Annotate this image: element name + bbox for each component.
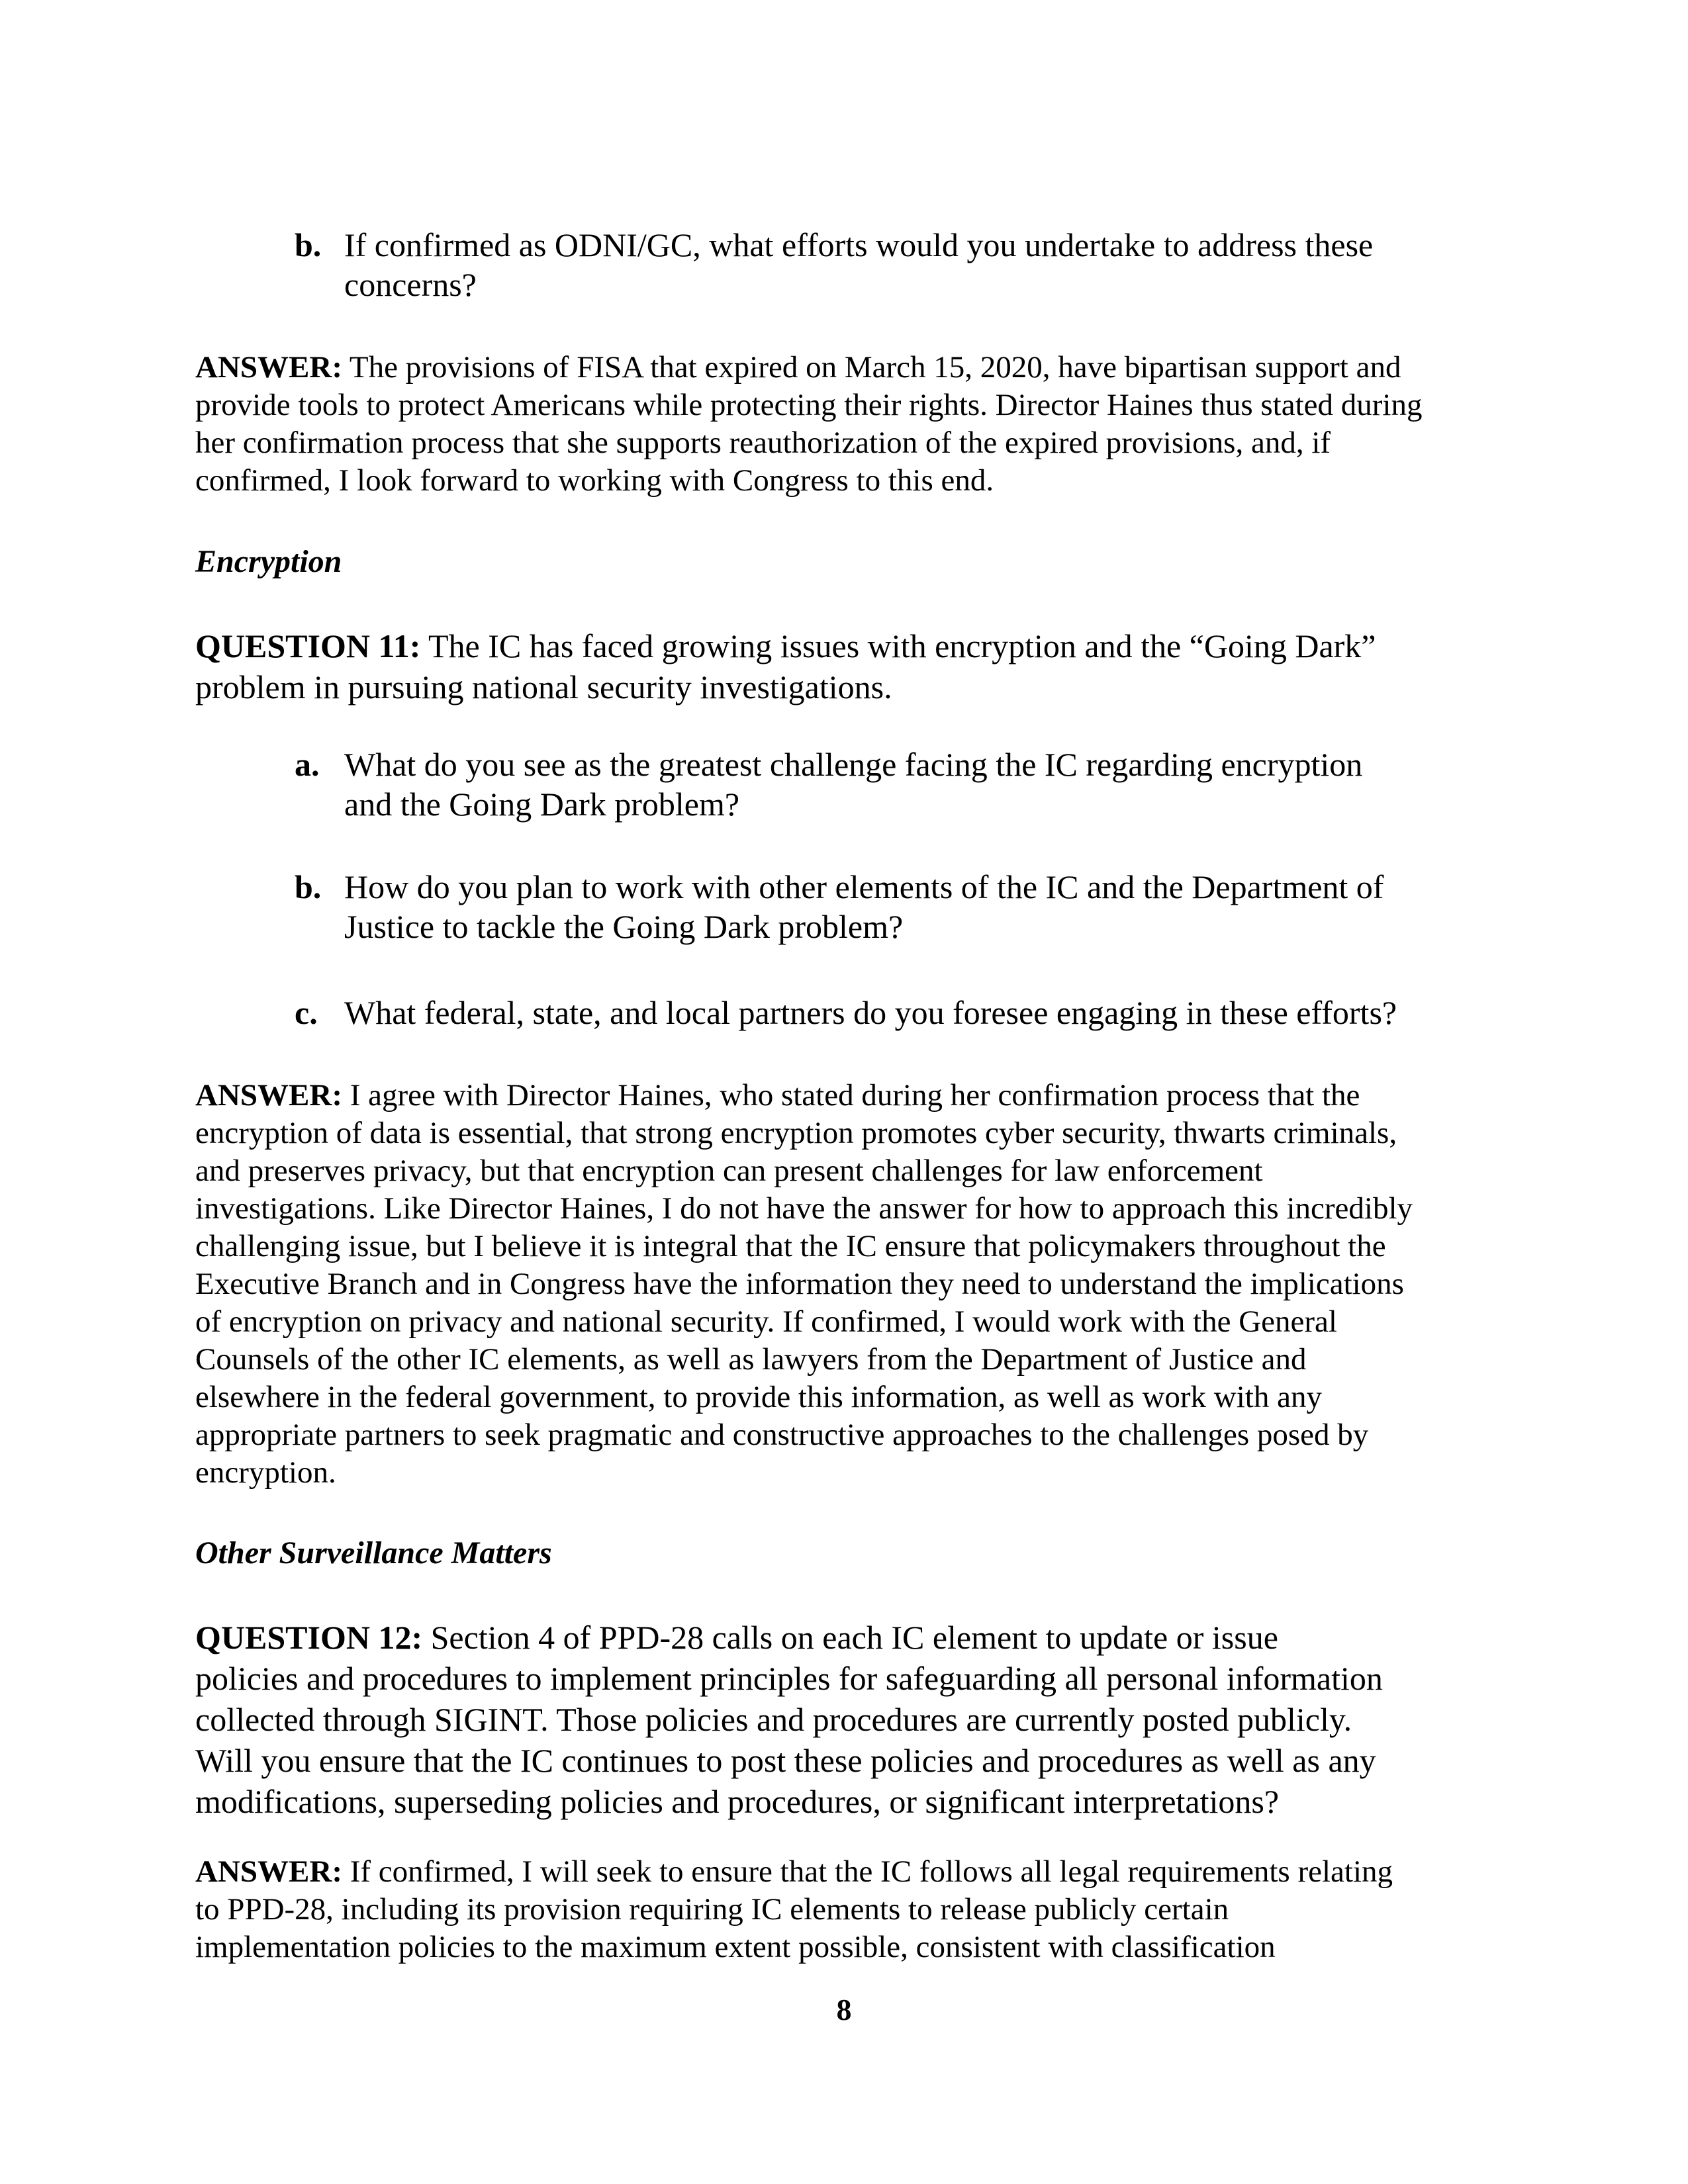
section-heading-other-surveillance: Other Surveillance Matters [195,1535,552,1570]
question-11-item-c [295,993,1506,1032]
section-heading-encryption: Encryption [195,544,342,579]
answer-text: I agree with Director Haines, who stated during her confirmation process that the [342,1078,1360,1113]
answer-line [195,1853,1506,1891]
question-line: collected through SIGINT. Those policies and procedures are currently posted publicly. [195,1701,1352,1738]
question-line: Will you ensure that the IC continues to post these policies and procedures as well as any [195,1742,1376,1779]
question-line: modifications, superseding policies and procedures, or significant interpretations? [195,1783,1280,1820]
item-line: How do you plan to work with other elements of the IC and the Department of [344,868,1384,905]
answer-line: encryption of data is essential, that strong encryption promotes cyber security, thwarts criminals, [195,1116,1397,1150]
item-label: b. [295,226,322,263]
item-line: Justice to tackle the Going Dark problem? [344,908,904,945]
question-11 [195,625,1493,707]
question-11-item-a [295,745,1506,824]
question-line [195,625,1493,666]
answer-10 [195,349,1506,500]
question-line [195,1617,1493,1658]
question-11-item-b [295,867,1506,946]
answer-line [195,1077,1506,1115]
answer-line: investigations. Like Director Haines, I do not have the answer for how to approach this incredibly [195,1191,1413,1226]
answer-lead: ANSWER: [195,1854,342,1889]
item-text [344,993,1506,1032]
answer-line: Executive Branch and in Congress have the information they need to understand the implications [195,1267,1404,1301]
item-text [344,225,1506,304]
question-10-item-b [295,225,1506,304]
item-label: b. [295,868,322,905]
answer-line: of encryption on privacy and national security. If confirmed, I would work with the General [195,1304,1337,1339]
answer-12 [195,1853,1506,1966]
item-label: c. [295,994,318,1031]
page-number: 8 [836,1993,852,2026]
answer-line: and preserves privacy, but that encryption can present challenges for law enforcement [195,1154,1263,1188]
question-text: Section 4 of PPD-28 calls on each IC element to update or issue [422,1619,1278,1656]
question-line: policies and procedures to implement principles for safeguarding all personal information [195,1660,1383,1697]
item-line: If confirmed as ODNI/GC, what efforts would you undertake to address these [344,226,1374,263]
answer-line: Counsels of the other IC elements, as well as lawyers from the Department of Justice and [195,1342,1307,1377]
item-text [344,745,1506,824]
answer-line [195,349,1506,387]
question-12 [195,1617,1493,1822]
answer-line: provide tools to protect Americans while protecting their rights. Director Haines thus stated during [195,388,1423,422]
answer-line: elsewhere in the federal government, to provide this information, as well as work with any [195,1380,1322,1414]
answer-lead: ANSWER: [195,350,342,385]
item-line: What do you see as the greatest challenge facing the IC regarding encryption [344,746,1363,783]
item-label: a. [295,746,320,783]
answer-line: appropriate partners to seek pragmatic and constructive approaches to the challenges posed by [195,1418,1369,1452]
answer-line: challenging issue, but I believe it is integral that the IC ensure that policymakers throughout the [195,1229,1386,1263]
question-lead: QUESTION 11: [195,627,421,664]
item-line: concerns? [344,266,477,303]
answer-line: encryption. [195,1455,336,1490]
answer-line: implementation policies to the maximum extent possible, consistent with classification [195,1930,1276,1964]
item-text [344,867,1506,946]
answer-line: her confirmation process that she supports reauthorization of the expired provisions, and, if [195,426,1331,460]
question-text: The IC has faced growing issues with encryption and the “Going Dark” [420,627,1376,664]
answer-lead: ANSWER: [195,1078,342,1113]
answer-line: confirmed, I look forward to working with Congress to this end. [195,463,994,498]
answer-text: The provisions of FISA that expired on March 15, 2020, have bipartisan support and [342,350,1401,385]
item-line: What federal, state, and local partners do you foresee engaging in these efforts? [344,994,1397,1031]
item-line: and the Going Dark problem? [344,786,740,823]
answer-11 [195,1077,1506,1492]
answer-line: to PPD-28, including its provision requiring IC elements to release publicly certain [195,1892,1229,1927]
question-lead: QUESTION 12: [195,1619,423,1656]
question-line: problem in pursuing national security investigations. [195,668,892,705]
answer-text: If confirmed, I will seek to ensure that the IC follows all legal requirements relating [342,1854,1393,1889]
